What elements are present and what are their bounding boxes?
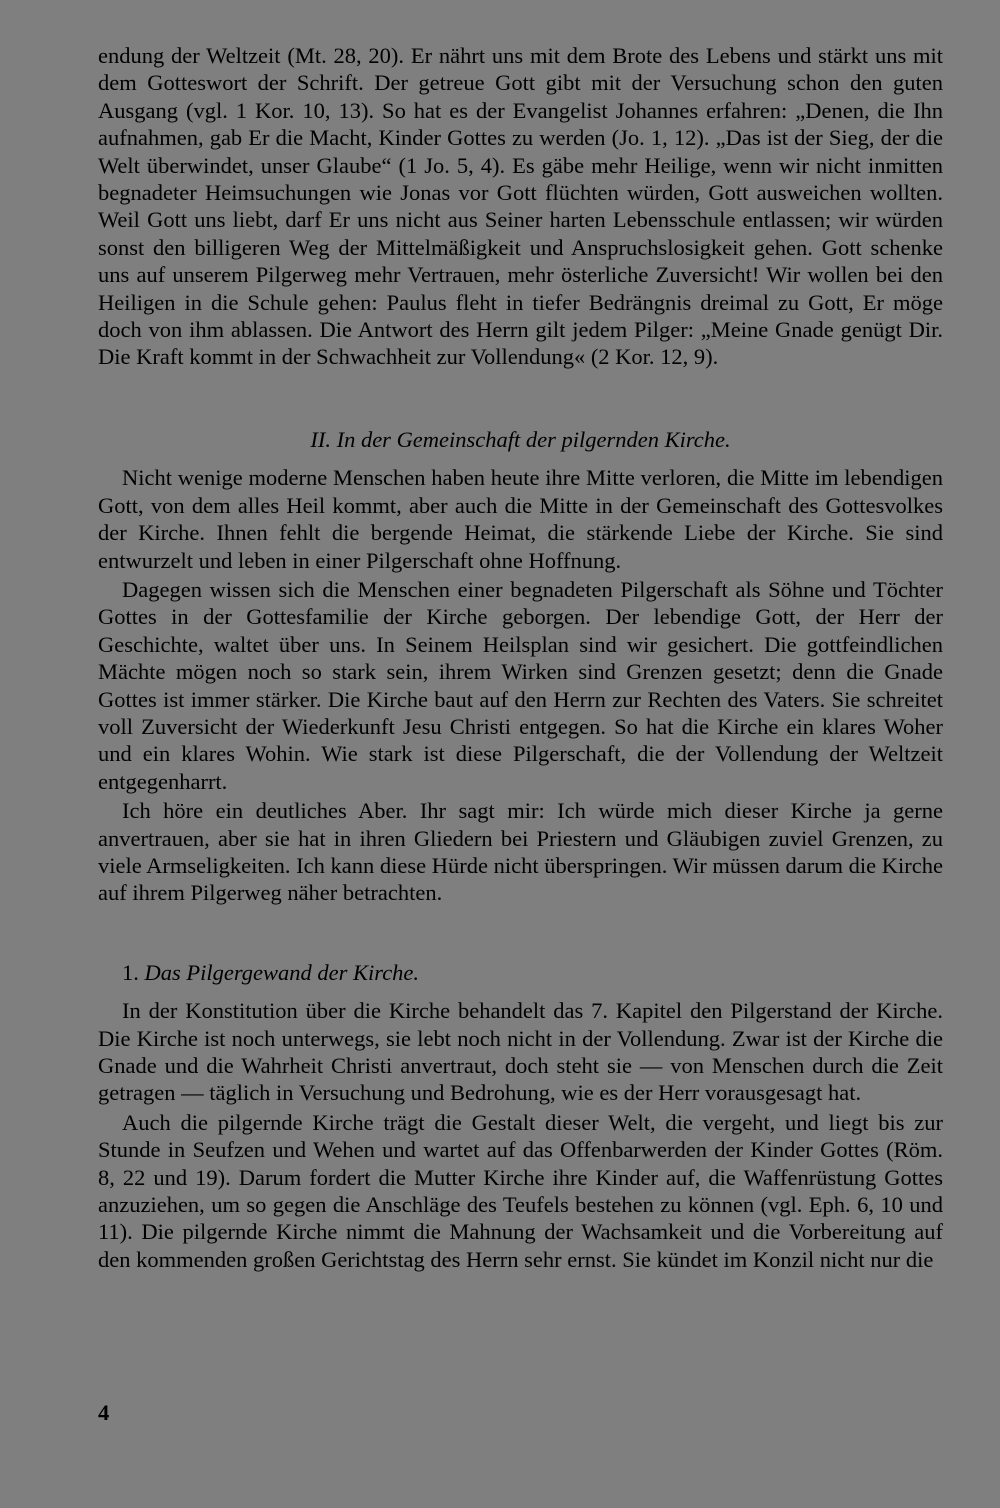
- section-heading: [98, 426, 943, 453]
- paragraph-top: endung der Weltzeit (Mt. 28, 20). Er nährt uns mit dem Brote des Lebens und stärkt uns mit dem Gotteswort der Schrift. Der getreue Gott gibt mit der Versuchung schon den guten Ausgang (vgl. 1 Kor. 10, 13). So hat es der Evangelist Johannes erfahren: „Denen, die Ihn aufnahmen, gab Er die Macht, Kinder Gottes zu werden (Jo. 1, 12). „Das ist der Sieg, der die Welt überwindet, unser Glaube“ (1 Jo. 5, 4). Es gäbe mehr Heilige, wenn wir nicht inmitten begnadeter Heimsuchungen wie Jonas vor Gott flüchten würden, Gott ausweichen wollten. Weil Gott uns liebt, darf Er uns nicht aus Seiner harten Lebensschule entlassen; wir würden sonst den billigeren Weg der Mittelmäßigkeit und Anspruchslosigkeit gehen. Gott schenke uns auf unserem Pilgerweg mehr Vertrauen, mehr österliche Zuversicht! Wir wollen bei den Heiligen in die Schule gehen: Paulus fleht in tiefer Bedrängnis dreimal zu Gott, Er möge doch von ihm ablassen. Die Antwort des Herrn gilt jedem Pilger: „Meine Gnade genügt Dir. Die Kraft kommt in der Schwachheit zur Vollendung« (2 Kor. 12, 9).: [98, 43, 943, 370]
- page-body: [98, 42, 943, 1273]
- subsection-title: Das Pilgergewand der Kirche.: [144, 959, 420, 985]
- paragraph: Auch die pilgernde Kirche trägt die Gestalt dieser Welt, die vergeht, und liegt bis zur Stunde in Seufzen und Wehen und wartet auf das Offenbarwerden der Kinder Gottes (Röm. 8, 22 und 19). Darum fordert die Mutter Kirche ihre Kinder auf, die Waffenrüstung Gottes anzuziehen, um so gegen die Anschläge des Teufels bestehen zu können (vgl. Eph. 6, 10 und 11). Die pilgernde Kirche nimmt die Mahnung der Wachsamkeit und die Vorbereitung auf den kommenden großen Gerichtstag des Herrn sehr ernst. Sie kündet im Konzil nicht nur die: [98, 1109, 943, 1272]
- section-title: In der Gemeinschaft der pilgernden Kirche.: [336, 426, 731, 452]
- section-number: II.: [310, 426, 331, 452]
- paragraph: In der Konstitution über die Kirche behandelt das 7. Kapitel den Pilgerstand der Kirche. Die Kirche ist noch unterwegs, sie lebt noch nicht in der Vollendung. Zwar ist der Kirche die Gnade und die Wahrheit Christi anvertraut, doch steht sie — von Menschen durch die Zeit getragen — täglich in Versuchung und Bedrohung, wie es der Herr vorausgesagt hat.: [98, 998, 943, 1106]
- paragraph: Nicht wenige moderne Menschen haben heute ihre Mitte verloren, die Mitte im lebendigen Gott, von dem alles Heil kommt, aber auch die Mitte in der Gemeinschaft des Gottesvolkes der Kirche. Ihnen fehlt die bergende Heimat, die stärkende Liebe der Kirche. Sie sind entwurzelt und leben in einer Pilgerschaft ohne Hoffnung.: [98, 465, 943, 573]
- subsection-number: 1.: [122, 959, 139, 985]
- page-number: 4: [98, 1400, 110, 1425]
- subsection-heading: [122, 959, 943, 986]
- paragraph: Dagegen wissen sich die Menschen einer begnadeten Pilgerschaft als Söhne und Töchter Gottes in der Gottesfamilie der Kirche geborgen. Der lebendige Gott, der Herr der Geschichte, waltet über uns. In Seinem Heilsplan sind wir gesichert. Die gottfeindlichen Mächte mögen noch so stark sein, ihrem Wirken sind Grenzen gesetzt; denn die Gnade Gottes ist immer stärker. Die Kirche baut auf den Herrn zur Rechten des Vaters. Sie schreitet voll Zuversicht der Wiederkunft Jesu Christi entgegen. So hat die Kirche ein klares Woher und ein klares Wohin. Wie stark ist diese Pilgerschaft, die der Vollendung der Weltzeit entgegenharrt.: [98, 576, 943, 794]
- paragraph: Ich höre ein deutliches Aber. Ihr sagt mir: Ich würde mich dieser Kirche ja gerne anvertrauen, aber sie hat in ihren Gliedern bei Priestern und Gläubigen zuviel Grenzen, zu viele Armseligkeiten. Ich kann diese Hürde nicht überspringen. Wir müssen darum die Kirche auf ihrem Pilgerweg näher betrachten.: [98, 798, 943, 906]
